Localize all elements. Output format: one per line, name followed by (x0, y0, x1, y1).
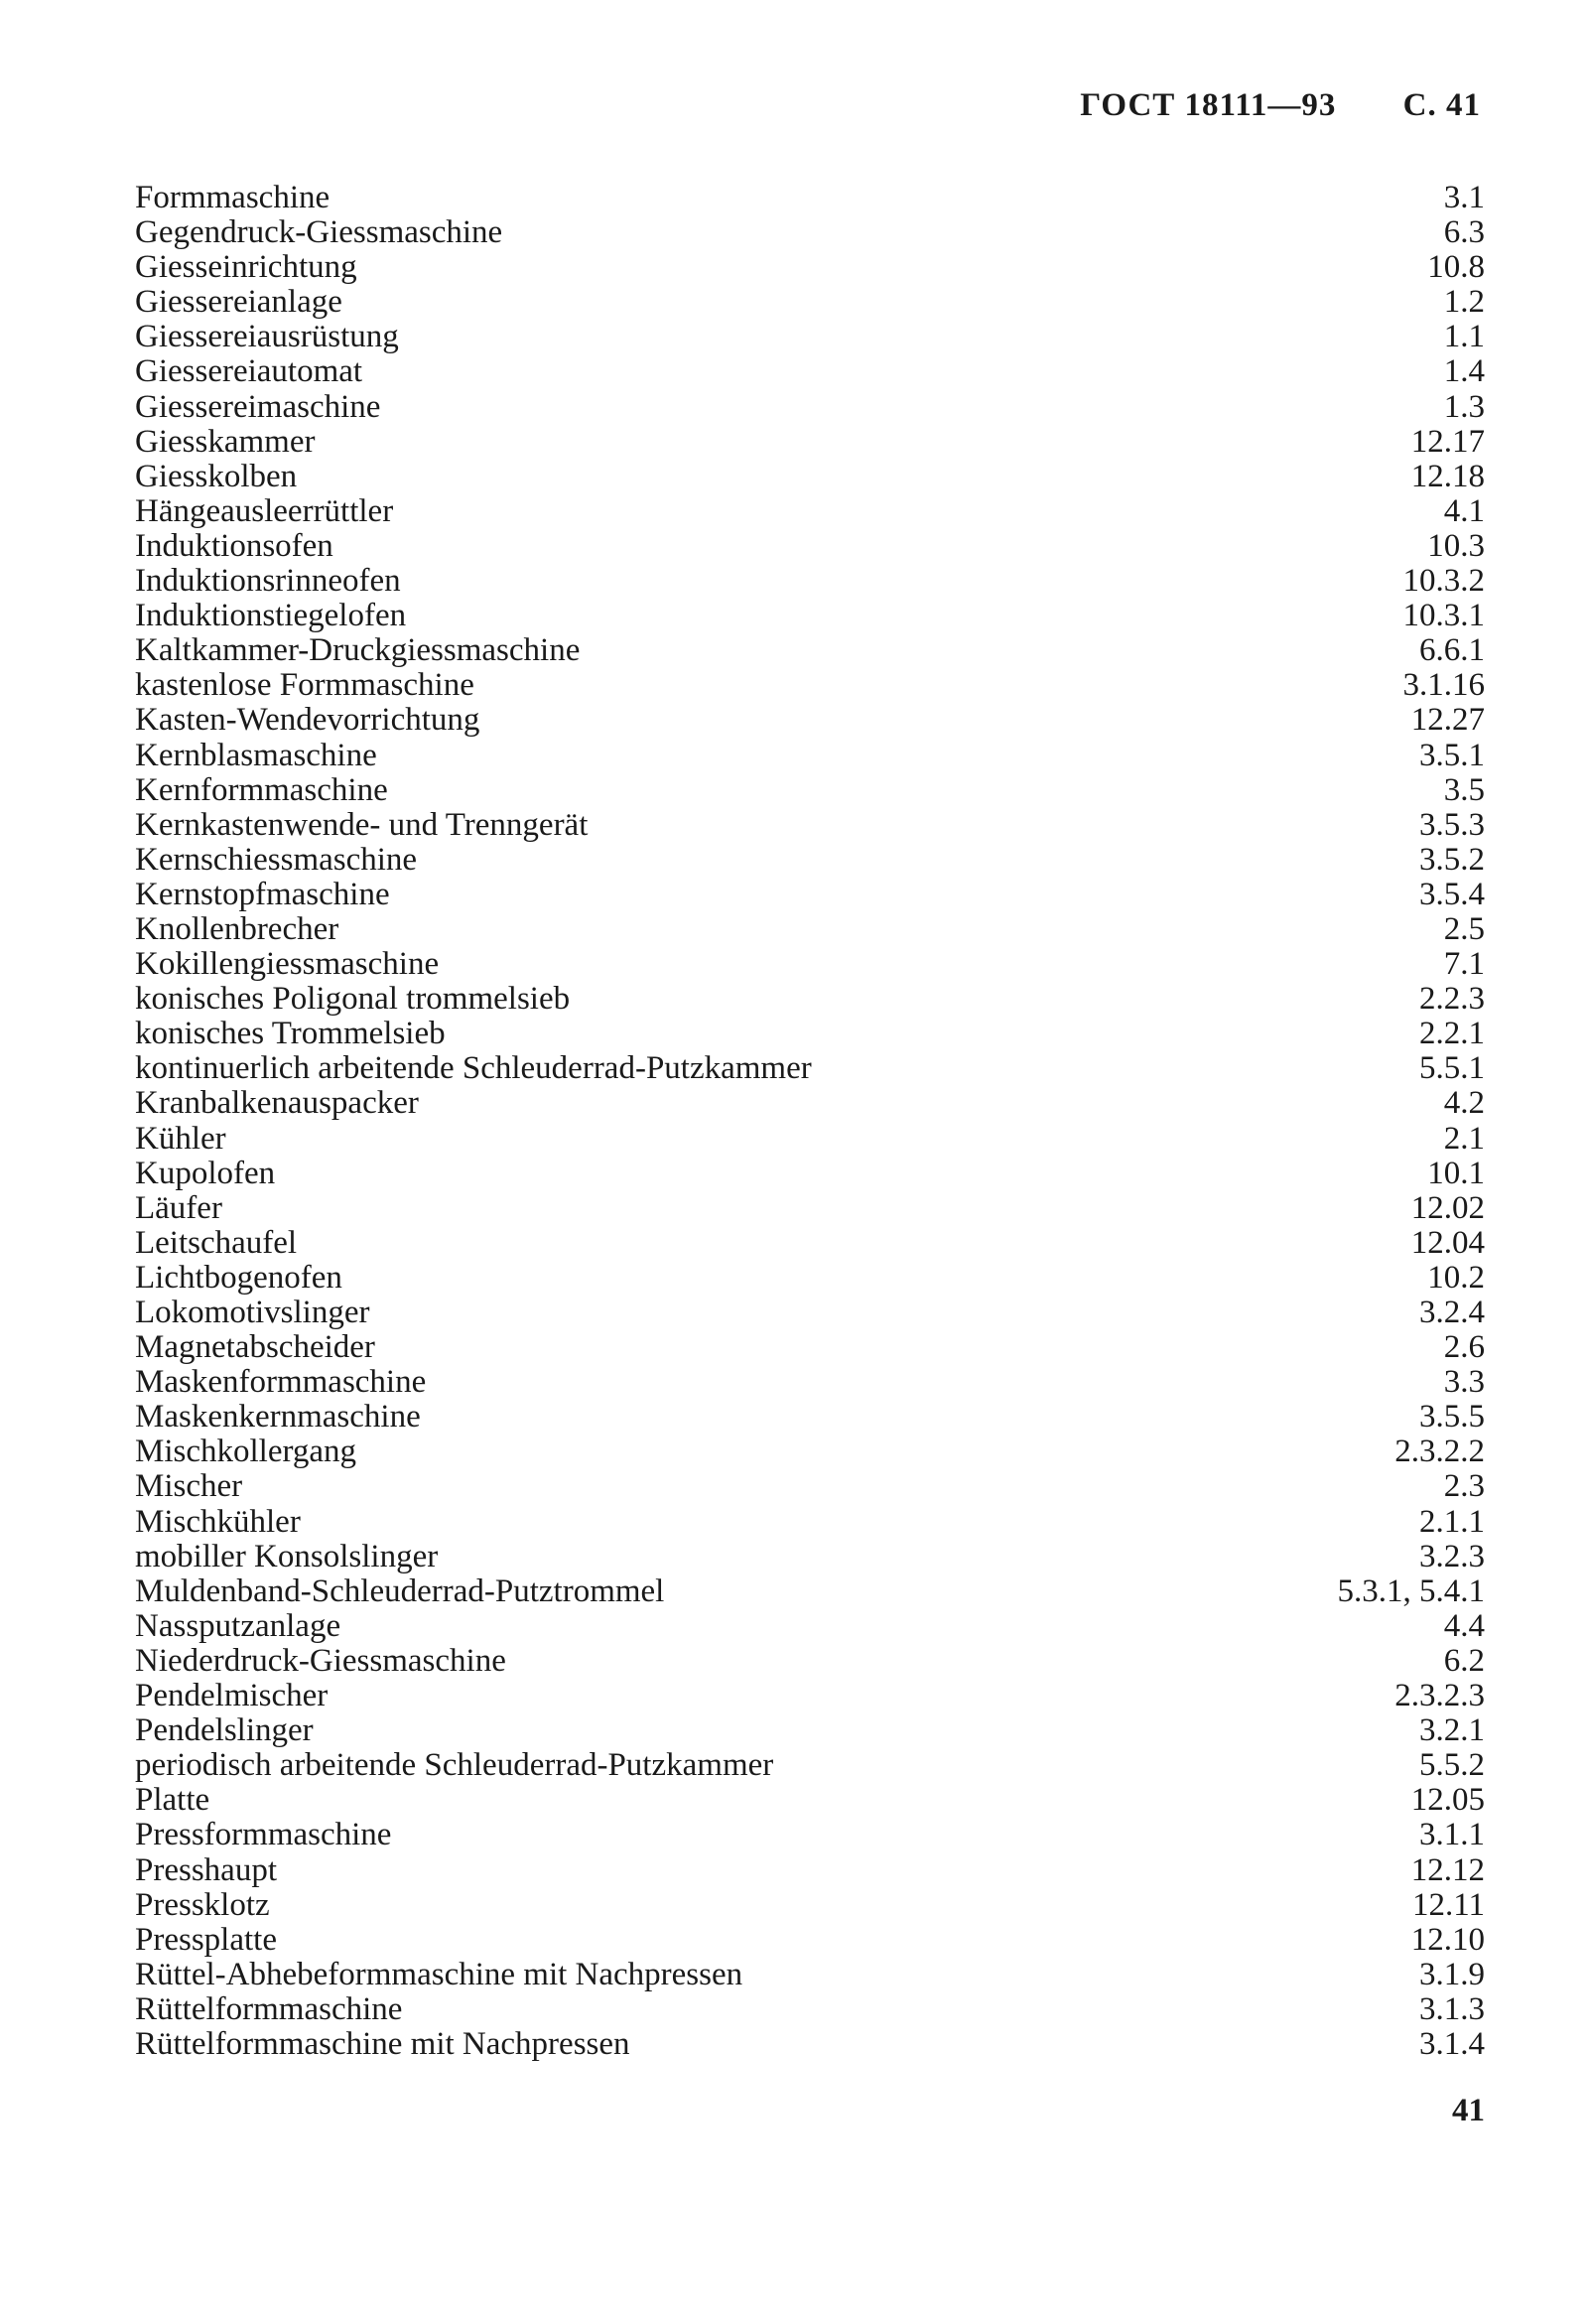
index-entry (135, 1122, 1485, 1157)
index-term: konisches Trommelsieb (135, 1016, 446, 1052)
index-entry (135, 1992, 1485, 2027)
index-entry (135, 2027, 1485, 2062)
index-reference: 4.1 (1443, 492, 1485, 529)
index-reference: 2.2.3 (1419, 981, 1485, 1018)
index-term: Presshaupt (135, 1851, 277, 1888)
index-term: Kühler (135, 1120, 226, 1157)
index-entry (135, 947, 1485, 982)
index-entry (135, 1888, 1485, 1923)
index-term: Maskenformmaschine (135, 1364, 427, 1401)
index-term: Kernkastenwende- und Trenngerät (135, 806, 589, 843)
index-reference: 2.3.2.3 (1394, 1678, 1485, 1714)
index-term: Kaltkammer-Druckgiessmaschine (135, 632, 581, 669)
index-reference: 10.8 (1427, 249, 1485, 286)
index-term: Nassputzanlage (135, 1607, 341, 1644)
index-reference: 3.5.5 (1419, 1399, 1485, 1435)
index-entry (135, 703, 1485, 738)
index-term: Mischkühler (135, 1503, 301, 1540)
index-reference: 6.3 (1443, 214, 1485, 251)
index-reference: 7.1 (1443, 946, 1485, 983)
index-term: Mischkollergang (135, 1434, 357, 1470)
index-reference: 2.6 (1443, 1329, 1485, 1366)
index-reference: 3.5.3 (1419, 806, 1485, 843)
index-term: Pressplatte (135, 1921, 277, 1958)
index-term: Leitschaufel (135, 1224, 298, 1261)
index-reference: 10.3.1 (1402, 598, 1485, 634)
index-entry (135, 1086, 1485, 1121)
index-term: Muldenband-Schleuderrad-Putztrommel (135, 1572, 665, 1609)
index-reference: 10.2 (1427, 1259, 1485, 1296)
index-entry (135, 599, 1485, 633)
index-reference: 6.2 (1443, 1642, 1485, 1679)
index-term: Platte (135, 1782, 210, 1819)
index-entry (135, 285, 1485, 320)
index-reference: 1.3 (1443, 388, 1485, 425)
index-entry (135, 1017, 1485, 1051)
index-term: Induktionsofen (135, 527, 333, 564)
index-term: Kernblasmaschine (135, 737, 377, 773)
index-reference: 3.1.16 (1402, 667, 1485, 704)
index-entry (135, 215, 1485, 250)
index-entry (135, 1713, 1485, 1748)
index-entry (135, 320, 1485, 354)
index-reference: 12.18 (1410, 458, 1485, 494)
index-reference: 12.27 (1410, 702, 1485, 739)
index-term: Giessereimaschine (135, 388, 381, 425)
index-reference: 12.05 (1410, 1782, 1485, 1819)
index-entry (135, 250, 1485, 285)
index-reference: 10.3 (1427, 527, 1485, 564)
index-term: Giesseinrichtung (135, 249, 357, 286)
index-entry (135, 1157, 1485, 1191)
index-entry (135, 668, 1485, 703)
index-term: Kokillengiessmaschine (135, 946, 440, 983)
index-entry (135, 1748, 1485, 1783)
index-reference: 3.5 (1443, 771, 1485, 808)
index-reference: 3.3 (1443, 1364, 1485, 1401)
index-reference: 10.3.2 (1402, 563, 1485, 600)
index-term: periodisch arbeitende Schleuderrad-Putzkammer (135, 1747, 774, 1784)
index-reference: 12.04 (1410, 1224, 1485, 1261)
index-entry (135, 633, 1485, 668)
header-page-label: С. 41 (1402, 87, 1481, 123)
index-term: konisches Poligonal trommelsieb (135, 981, 571, 1018)
index-term: Maskenkernmaschine (135, 1399, 421, 1435)
index-term: Induktionstiegelofen (135, 598, 407, 634)
index-reference: 2.1.1 (1419, 1503, 1485, 1540)
index-entry (135, 354, 1485, 389)
index-reference: 3.1 (1443, 180, 1485, 215)
index-reference: 2.3 (1443, 1468, 1485, 1505)
index-term: Hängeausleerrüttler (135, 492, 394, 529)
index-term: Kernstopfmaschine (135, 876, 390, 912)
running-header (1080, 87, 1481, 124)
index-term: Pressformmaschine (135, 1817, 392, 1853)
index-entry (135, 1540, 1485, 1574)
index-term: Lichtbogenofen (135, 1259, 342, 1296)
index-term: Kranbalkenauspacker (135, 1085, 419, 1122)
index-term: Induktionsrinneofen (135, 563, 401, 600)
index-term: mobiller Konsolslinger (135, 1538, 439, 1574)
index-entry (135, 494, 1485, 529)
index-entry (135, 564, 1485, 599)
index-term: Läufer (135, 1189, 222, 1226)
index-term: Giessereiautomat (135, 353, 363, 390)
index-entry (135, 1679, 1485, 1713)
standard-designation: ГОСТ 18111—93 (1080, 87, 1337, 123)
index-term: Formmaschine (135, 180, 331, 215)
index-term: Kernformmaschine (135, 771, 388, 808)
index-entry (135, 912, 1485, 947)
index-term: Lokomotivslinger (135, 1295, 370, 1330)
index-term: Pressklotz (135, 1886, 270, 1923)
index-reference: 5.5.2 (1419, 1747, 1485, 1784)
index-reference: 3.1.9 (1419, 1956, 1485, 1992)
index-term: Rüttelformmaschine mit Nachpressen (135, 2025, 630, 2062)
index-term: kontinuerlich arbeitende Schleuderrad-Putzkammer (135, 1050, 812, 1087)
index-entry (135, 843, 1485, 878)
index-reference: 4.2 (1443, 1085, 1485, 1122)
index-entry (135, 1923, 1485, 1958)
index-reference: 2.5 (1443, 910, 1485, 947)
index-term: Rüttelformmaschine (135, 1990, 403, 2027)
index-term: Kupolofen (135, 1155, 276, 1191)
index-reference: 12.02 (1410, 1189, 1485, 1226)
index-reference: 3.5.1 (1419, 737, 1485, 773)
index-term: Gegendruck-Giessmaschine (135, 214, 503, 251)
index-entry (135, 181, 1485, 215)
index-entry (135, 1051, 1485, 1086)
index-reference: 1.4 (1443, 353, 1485, 390)
index-entry (135, 1853, 1485, 1888)
index-entry (135, 1644, 1485, 1679)
index-entry (135, 1191, 1485, 1226)
index-term: Knollenbrecher (135, 910, 339, 947)
index-term: Giessereianlage (135, 284, 342, 321)
index-reference: 3.2.4 (1419, 1295, 1485, 1330)
index-reference: 3.2.3 (1419, 1538, 1485, 1574)
index-reference: 12.11 (1411, 1886, 1485, 1923)
index-reference: 12.12 (1410, 1851, 1485, 1888)
page-number: 41 (1452, 2093, 1485, 2128)
index-reference: 4.4 (1443, 1607, 1485, 1644)
index-term: Pendelslinger (135, 1712, 314, 1749)
index-term: Pendelmischer (135, 1678, 329, 1714)
index-reference: 5.3.1, 5.4.1 (1337, 1572, 1485, 1609)
index-entry (135, 1958, 1485, 1992)
index-entry (135, 390, 1485, 425)
index-reference: 1.2 (1443, 284, 1485, 321)
term-index (135, 181, 1485, 2062)
index-reference: 3.1.1 (1419, 1817, 1485, 1853)
index-reference: 3.1.4 (1419, 2025, 1485, 2062)
index-entry (135, 1365, 1485, 1400)
index-reference: 1.1 (1443, 319, 1485, 355)
index-entry (135, 808, 1485, 843)
index-entry (135, 739, 1485, 773)
index-reference: 2.2.1 (1419, 1016, 1485, 1052)
index-term: Rüttel-Abhebeformmaschine mit Nachpressen (135, 1956, 743, 1992)
index-reference: 3.2.1 (1419, 1712, 1485, 1749)
index-reference: 12.17 (1410, 423, 1485, 460)
index-term: Mischer (135, 1468, 243, 1505)
index-reference: 2.1 (1443, 1120, 1485, 1157)
index-entry (135, 1574, 1485, 1609)
index-term: Magnetabscheider (135, 1329, 375, 1366)
index-entry (135, 1226, 1485, 1261)
index-entry (135, 425, 1485, 460)
index-entry (135, 1400, 1485, 1435)
index-entry (135, 1296, 1485, 1330)
index-reference: 3.5.4 (1419, 876, 1485, 912)
index-entry (135, 1469, 1485, 1504)
index-entry (135, 982, 1485, 1017)
index-entry (135, 1818, 1485, 1852)
index-term: Kasten-Wendevorrichtung (135, 702, 480, 739)
index-entry (135, 1261, 1485, 1296)
index-entry (135, 878, 1485, 912)
index-entry (135, 460, 1485, 494)
index-entry (135, 529, 1485, 564)
index-reference: 2.3.2.2 (1394, 1434, 1485, 1470)
index-entry (135, 1609, 1485, 1644)
index-reference: 10.1 (1427, 1155, 1485, 1191)
index-reference: 3.5.2 (1419, 841, 1485, 878)
index-reference: 3.1.3 (1419, 1990, 1485, 2027)
index-reference: 12.10 (1410, 1921, 1485, 1958)
index-entry (135, 1505, 1485, 1540)
index-term: kastenlose Formmaschine (135, 667, 474, 704)
index-entry (135, 1435, 1485, 1469)
index-term: Kernschiessmaschine (135, 841, 418, 878)
index-term: Giessereiausrüstung (135, 319, 399, 355)
index-entry (135, 773, 1485, 808)
index-entry (135, 1330, 1485, 1365)
index-term: Giesskammer (135, 423, 316, 460)
index-term: Giesskolben (135, 458, 298, 494)
index-entry (135, 1783, 1485, 1818)
index-term: Niederdruck-Giessmaschine (135, 1642, 506, 1679)
index-reference: 5.5.1 (1419, 1050, 1485, 1087)
index-reference: 6.6.1 (1419, 632, 1485, 669)
